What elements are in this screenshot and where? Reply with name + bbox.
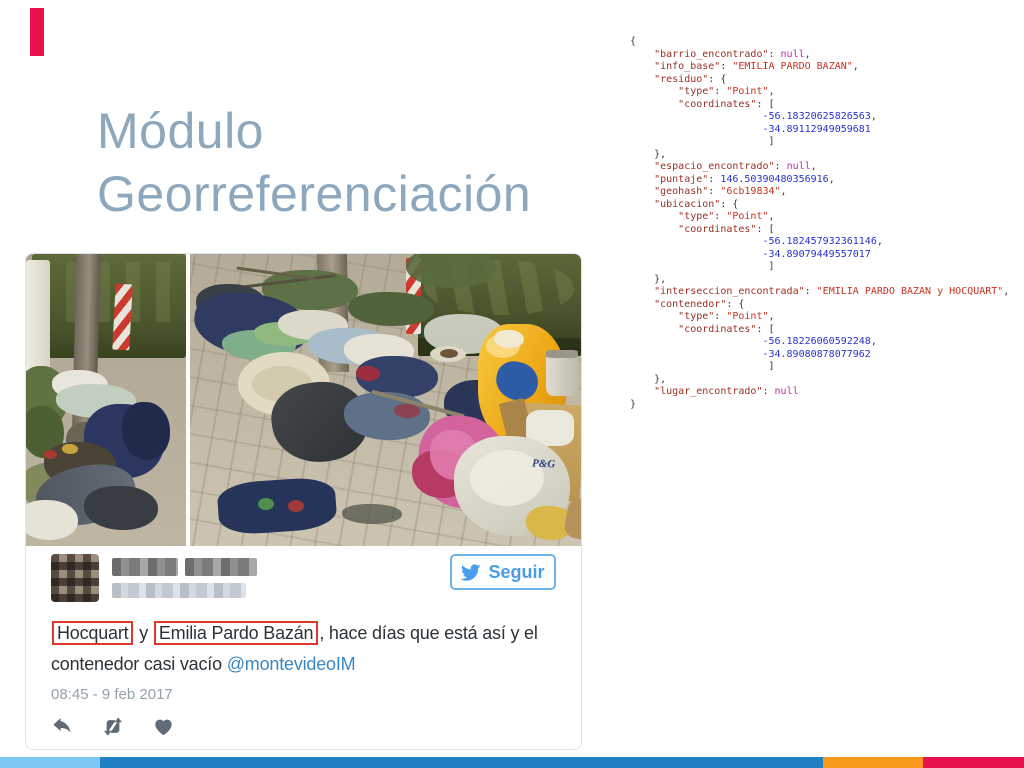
photo-shape: [546, 350, 578, 358]
mention-link[interactable]: @montevideoIM: [226, 654, 356, 674]
photo-shape: [356, 366, 380, 381]
tweet-text-between: y: [134, 623, 153, 643]
retweet-icon: [101, 717, 125, 736]
retweet-button[interactable]: [101, 717, 125, 736]
slide-title-line2: Georreferenciación: [97, 166, 532, 222]
follow-button[interactable]: [450, 554, 556, 590]
annotation-box-emilia: Emilia Pardo Bazán: [154, 621, 318, 645]
follow-button-label: Seguir: [488, 561, 545, 582]
photo-shape: [84, 486, 158, 530]
reply-button[interactable]: [51, 717, 73, 736]
photo-shape: [342, 504, 402, 524]
tweet-timestamp: 08:45 - 9 feb 2017: [51, 686, 173, 703]
tweet-actions: [51, 717, 556, 736]
footer-seg-3: [823, 757, 923, 768]
photo-shape: [44, 450, 57, 459]
photo-shape: [36, 262, 176, 322]
photo-split-divider: [186, 254, 190, 546]
heart-icon: [153, 717, 174, 736]
tweet-text-rest1: , hace días que está así y el: [319, 623, 538, 643]
annotation-box-hocquart: Hocquart: [52, 621, 133, 645]
user-name-redacted: [112, 558, 257, 576]
photo-shape: [348, 292, 434, 326]
tweet-text-line2: contenedor casi vacío: [51, 654, 227, 674]
footer-bar: [0, 757, 1024, 768]
photo-shape: [112, 284, 132, 351]
photo-shape: [26, 500, 78, 540]
footer-seg-1: [0, 757, 100, 768]
tweet-text: [51, 618, 556, 680]
footer-seg-4: [923, 757, 1024, 768]
slide-title-line1: Módulo: [97, 103, 264, 159]
photo-shape: [258, 498, 274, 510]
reply-icon: [51, 717, 73, 736]
user-handle-redacted: [112, 583, 257, 598]
tweet-photo[interactable]: [26, 254, 581, 546]
photo-shape: [216, 476, 337, 536]
accent-ribbon: [30, 8, 44, 56]
photo-shape: [394, 404, 420, 418]
photo-shape: [288, 500, 304, 512]
avatar[interactable]: [51, 554, 99, 602]
photo-shape: [122, 402, 170, 460]
json-output: { "barrio_encontrado": null, "info_base": "EMILIA PARDO BAZAN", "residuo": { "type": "Point", "coordinates": [ -56.18320625826563, -34.89112949059681 ] }, "espacio_encontrado": null, "puntaje": 146.50390480356916, "geohash": "6cb19834", "ubicacion": { "type": "Point", "coordinates": [ -56.182457932361146, -34.89079449557017 ] }, "interseccion_encontrada": "EMILIA PARDO BAZAN y HOCQUART", "contenedor": { "type": "Point", "coordinates": [ -56.18226060592248, -34.89080878077962 ] }, "lugar_encontrado": null }: [630, 36, 1010, 410]
tweet-card: [25, 253, 582, 750]
pg-box-label: P&G: [531, 457, 556, 471]
tweet-body: [26, 546, 581, 751]
photo-shape: [494, 330, 524, 348]
like-button[interactable]: [153, 717, 174, 736]
photo-shape: [62, 444, 78, 454]
photo-shape: [26, 260, 50, 372]
tweet-header: [51, 554, 556, 602]
footer-seg-2: [100, 757, 823, 768]
slide-title: [97, 100, 531, 226]
photo-shape: [344, 392, 430, 440]
photo-shape: [440, 349, 458, 358]
twitter-bird-icon: [461, 564, 481, 581]
user-names: [112, 554, 257, 598]
